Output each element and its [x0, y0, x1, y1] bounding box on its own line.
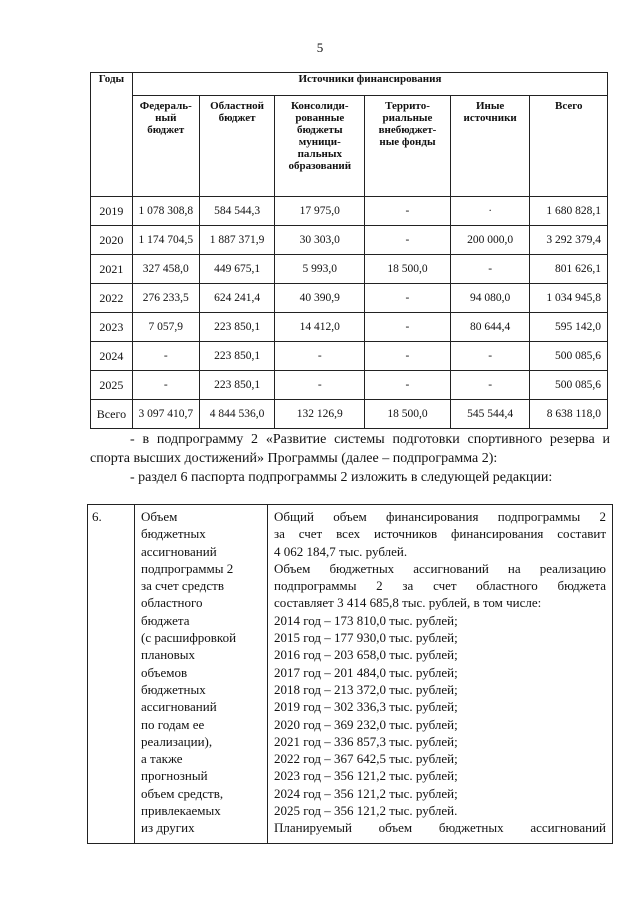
cell-other: 200 000,0 — [450, 226, 530, 255]
cell-year: 2025 — [91, 371, 133, 400]
content-line: 2021 год – 336 857,3 тыс. рублей; — [274, 733, 458, 749]
cell-year: 2022 — [91, 284, 133, 313]
content-line: 2022 год – 367 642,5 тыс. рублей; — [274, 751, 458, 767]
label-line: привлекаемых — [141, 803, 221, 819]
cell-regional: 4 844 536,0 — [199, 400, 275, 429]
section-6-table — [87, 504, 613, 844]
cell-total: 801 626,1 — [530, 255, 608, 284]
cell-regional: 1 887 371,9 — [199, 226, 275, 255]
cell-municipal: 14 412,0 — [275, 313, 365, 342]
cell-federal: 7 057,9 — [132, 313, 199, 342]
cell-regional: 624 241,4 — [199, 284, 275, 313]
cell-year: Всего — [91, 400, 133, 429]
header-sources: Источники финансирования — [132, 73, 607, 96]
cell-year: 2019 — [91, 197, 133, 226]
label-line: бюджетных — [141, 526, 206, 542]
label-line: а также — [141, 751, 183, 767]
cell-territorial: - — [365, 197, 451, 226]
cell-other: 80 644,4 — [450, 313, 530, 342]
label-line: за счет средств — [141, 578, 224, 594]
column-header: Террито- риальные внебюджет- ные фонды — [365, 96, 451, 197]
financing-table — [90, 72, 608, 429]
paragraph-section-6: - раздел 6 паспорта подпрограммы 2 изложить в следующей редакции: — [130, 470, 553, 485]
label-line: подпрограммы 2 — [141, 560, 234, 576]
content-line: 2017 год – 201 484,0 тыс. рублей; — [274, 664, 458, 680]
cell-year: 2023 — [91, 313, 133, 342]
section-number: 6. — [88, 505, 135, 844]
cell-other: · — [450, 197, 530, 226]
column-header: Областной бюджет — [199, 96, 275, 197]
cell-year: 2020 — [91, 226, 133, 255]
cell-regional: 223 850,1 — [199, 313, 275, 342]
table-row — [91, 197, 608, 226]
content-line: 4 062 184,7 тыс. рублей. — [274, 543, 408, 559]
table-row — [91, 313, 608, 342]
cell-federal: 1 174 704,5 — [132, 226, 199, 255]
content-line: 2020 год – 369 232,0 тыс. рублей; — [274, 716, 458, 732]
content-line: за счет всех источников финансирования составит — [274, 526, 606, 542]
column-header: Иные источники — [450, 96, 530, 197]
label-line: бюджетных — [141, 681, 206, 697]
table-row — [91, 284, 608, 313]
cell-regional: 223 850,1 — [199, 371, 275, 400]
label-line: Объем — [141, 509, 178, 524]
section-label — [135, 505, 268, 844]
cell-territorial: - — [365, 226, 451, 255]
cell-other: - — [450, 371, 530, 400]
content-line: Объем бюджетных ассигнований на реализацию — [274, 560, 606, 576]
cell-municipal: 132 126,9 — [275, 400, 365, 429]
cell-other: 94 080,0 — [450, 284, 530, 313]
column-header: Всего — [530, 96, 608, 197]
cell-year: 2021 — [91, 255, 133, 284]
cell-federal: 3 097 410,7 — [132, 400, 199, 429]
content-line: 2025 год – 356 121,2 тыс. рублей. — [274, 803, 458, 819]
cell-territorial: 18 500,0 — [365, 400, 451, 429]
header-years: Годы — [91, 73, 133, 197]
cell-regional: 449 675,1 — [199, 255, 275, 284]
content-line: 2019 год – 302 336,3 тыс. рублей; — [274, 699, 458, 715]
label-line: по годам ее — [141, 716, 205, 732]
cell-other: - — [450, 342, 530, 371]
cell-territorial: - — [365, 313, 451, 342]
cell-total: 3 292 379,4 — [530, 226, 608, 255]
cell-territorial: 18 500,0 — [365, 255, 451, 284]
cell-total: 1 680 828,1 — [530, 197, 608, 226]
content-line: составляет 3 414 685,8 тыс. рублей, в том числе: — [274, 595, 542, 611]
label-line: реализации), — [141, 733, 213, 749]
label-line: из других — [141, 820, 195, 836]
cell-total: 595 142,0 — [530, 313, 608, 342]
column-header: Консолиди- рованные бюджеты муници- пальных образований — [275, 96, 365, 197]
cell-territorial: - — [365, 371, 451, 400]
cell-total: 500 085,6 — [530, 371, 608, 400]
table-row — [91, 226, 608, 255]
cell-federal: - — [132, 342, 199, 371]
label-line: ассигнований — [141, 543, 217, 559]
content-line: 2024 год – 356 121,2 тыс. рублей; — [274, 785, 458, 801]
cell-municipal: 5 993,0 — [275, 255, 365, 284]
cell-regional: 584 544,3 — [199, 197, 275, 226]
content-line: 2015 год – 177 930,0 тыс. рублей; — [274, 630, 458, 646]
label-line: (с расшифровкой — [141, 630, 237, 646]
content-line: 2014 год – 173 810,0 тыс. рублей; — [274, 612, 458, 628]
cell-regional: 223 850,1 — [199, 342, 275, 371]
content-line: 2018 год – 213 372,0 тыс. рублей; — [274, 681, 458, 697]
label-line: объемов — [141, 664, 188, 680]
cell-territorial: - — [365, 284, 451, 313]
cell-federal: 1 078 308,8 — [132, 197, 199, 226]
page-number: 5 — [316, 40, 324, 55]
content-line: 2023 год – 356 121,2 тыс. рублей; — [274, 768, 458, 784]
cell-municipal: - — [275, 342, 365, 371]
content-line: подпрограммы 2 за счет областного бюджета — [274, 578, 606, 594]
content-line: 2016 год – 203 658,0 тыс. рублей; — [274, 647, 458, 663]
cell-total: 500 085,6 — [530, 342, 608, 371]
cell-municipal: - — [275, 371, 365, 400]
column-header: Федераль- ный бюджет — [132, 96, 199, 197]
cell-other: - — [450, 255, 530, 284]
cell-municipal: 17 975,0 — [275, 197, 365, 226]
label-line: объем средств, — [141, 785, 224, 801]
label-line: прогнозный — [141, 768, 208, 784]
cell-municipal: 40 390,9 — [275, 284, 365, 313]
cell-federal: - — [132, 371, 199, 400]
cell-total: 8 638 118,0 — [530, 400, 608, 429]
table-row — [91, 400, 608, 429]
label-line: бюджета — [141, 612, 190, 628]
cell-total: 1 034 945,8 — [530, 284, 608, 313]
cell-municipal: 30 303,0 — [275, 226, 365, 255]
paragraph-subprogram-2: - в подпрограмму 2 «Развитие системы подготовки спортивного резерва и спорта высших достижений» Программы (далее – подпрограмма 2): — [90, 432, 610, 466]
table-row — [91, 255, 608, 284]
cell-federal: 276 233,5 — [132, 284, 199, 313]
cell-federal: 327 458,0 — [132, 255, 199, 284]
content-line: Планируемый объем бюджетных ассигнований — [274, 820, 606, 836]
table-row — [91, 342, 608, 371]
label-line: областного — [141, 595, 203, 611]
cell-other: 545 544,4 — [450, 400, 530, 429]
table-row — [91, 371, 608, 400]
cell-territorial: - — [365, 342, 451, 371]
cell-year: 2024 — [91, 342, 133, 371]
section-content — [268, 505, 613, 844]
content-line: Общий объем финансирования подпрограммы 2 — [274, 509, 606, 524]
label-line: плановых — [141, 647, 196, 663]
label-line: ассигнований — [141, 699, 217, 715]
